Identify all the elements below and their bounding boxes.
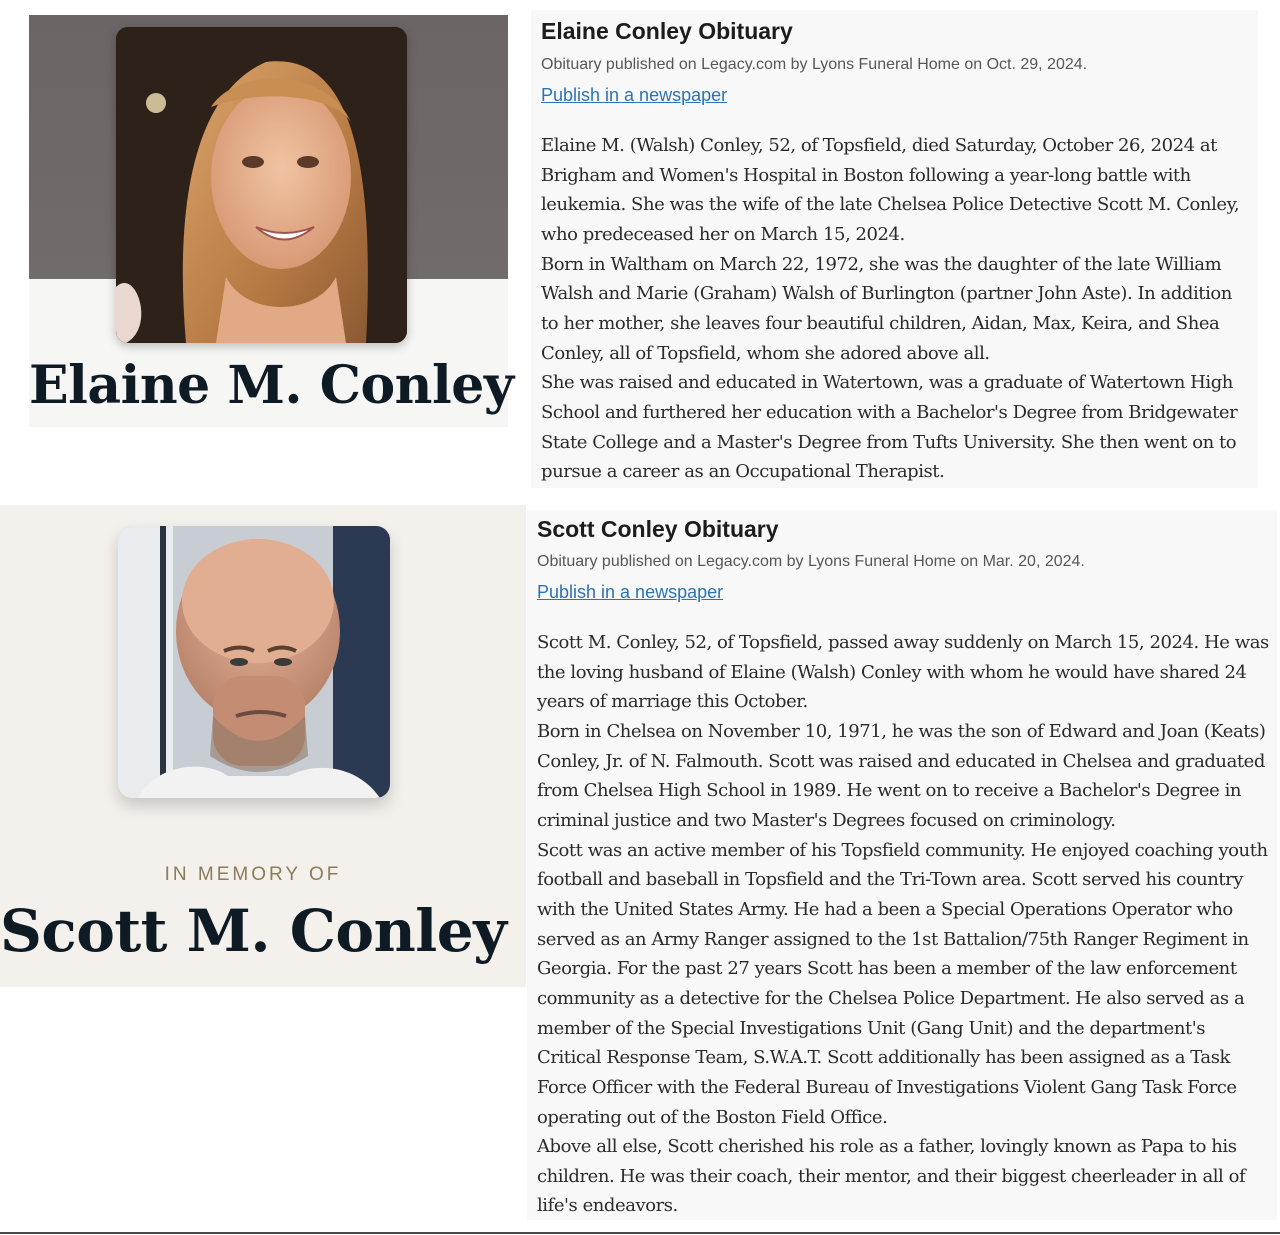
obituary-paragraph: Born in Chelsea on November 10, 1971, he was the son of Edward and Joan (Keats) Conley, Jr. of N. Falmouth. Scott was raised and educated in Chelsea and graduated from Chelsea High School in 1989. He went on to receive a Bachelor's Degree in criminal justice and two Master's Degrees focused on criminology. [537,720,1266,831]
elaine-obituary-body [541,131,1252,487]
elaine-portrait-photo [116,27,407,343]
scott-header-card [0,505,526,987]
obituary-paragraph: Scott M. Conley, 52, of Topsfield, passed away suddenly on March 15, 2024. He was the loving husband of Elaine (Walsh) Conley with whom he would have shared 24 years of marriage this October. [537,632,1269,713]
elaine-header-card [29,15,514,427]
elaine-portrait-illustration [116,27,407,343]
obituary-paragraph: Born in Waltham on March 22, 1972, she was the daughter of the late William Walsh and Marie (Graham) Walsh of Burlington (partner John Aste). In addition to her mother, she leaves four beautiful children, Aidan, Max, Keira, and Shea Conley, all of Topsfield, whom she adored above all. [541,253,1232,364]
elaine-obituary-panel [531,10,1258,488]
scott-portrait-photo [118,526,390,798]
in-memory-label: IN MEMORY OF [164,864,342,885]
elaine-obituary-title: Elaine Conley Obituary [541,18,793,44]
elaine-name-heading: Elaine M. Conley [29,355,514,416]
elaine-publication-info: Obituary published on Legacy.com by Lyons Funeral Home on Oct. 29, 2024. [541,56,1088,73]
scott-obituary-title: Scott Conley Obituary [537,516,779,542]
obituary-paragraph: Scott was an active member of his Topsfield community. He enjoyed coaching youth football and baseball in Topsfield and the Tri-Town area. Scott served his country with the United States Army. He had a been a Special Operations Operator who served as an Army Ranger assigned to the 1st Battalion/75th Ranger Regiment in Georgia. For the past 27 years Scott has been a member of the law enforcement community as a detective for the Chelsea Police Department. He also served as a member of the Special Investigations Unit (Gang Unit) and the department's Critical Response Team, S.W.A.T. Scott additionally has been assigned as a Task Force Officer with the Federal Bureau of Investigations Violent Gang Task Force operating out of the Boston Field Office. [537,839,1268,1128]
elaine-publish-newspaper-link[interactable]: Publish in a newspaper [541,85,728,105]
scott-portrait-illustration [118,526,390,798]
scott-obituary-panel [527,510,1277,1220]
scott-obituary-body [537,628,1271,1221]
scott-publication-info: Obituary published on Legacy.com by Lyons Funeral Home on Mar. 20, 2024. [537,553,1085,570]
obituary-paragraph: Elaine M. (Walsh) Conley, 52, of Topsfield, died Saturday, October 26, 2024 at Brigham and Women's Hospital in Boston following a year-long battle with leukemia. She was the wife of the late Chelsea Police Detective Scott M. Conley, who predeceased her on March 15, 2024. [541,135,1240,245]
scott-name-heading: Scott M. Conley [0,897,507,965]
obituary-paragraph: She was raised and educated in Watertown, was a graduate of Watertown High School and furthered her education with a Bachelor's Degree from Bridgewater State College and a Master's Degree from Tufts University. She then went on to pursue a career as an Occupational Therapist. [541,372,1238,483]
bottom-divider [0,1232,1280,1234]
obituary-paragraph: Above all else, Scott cherished his role as a father, lovingly known as Papa to his children. He was their coach, their mentor, and their biggest cheerleader in all of life's endeavors. [537,1136,1246,1217]
scott-publish-newspaper-link[interactable]: Publish in a newspaper [537,582,724,602]
